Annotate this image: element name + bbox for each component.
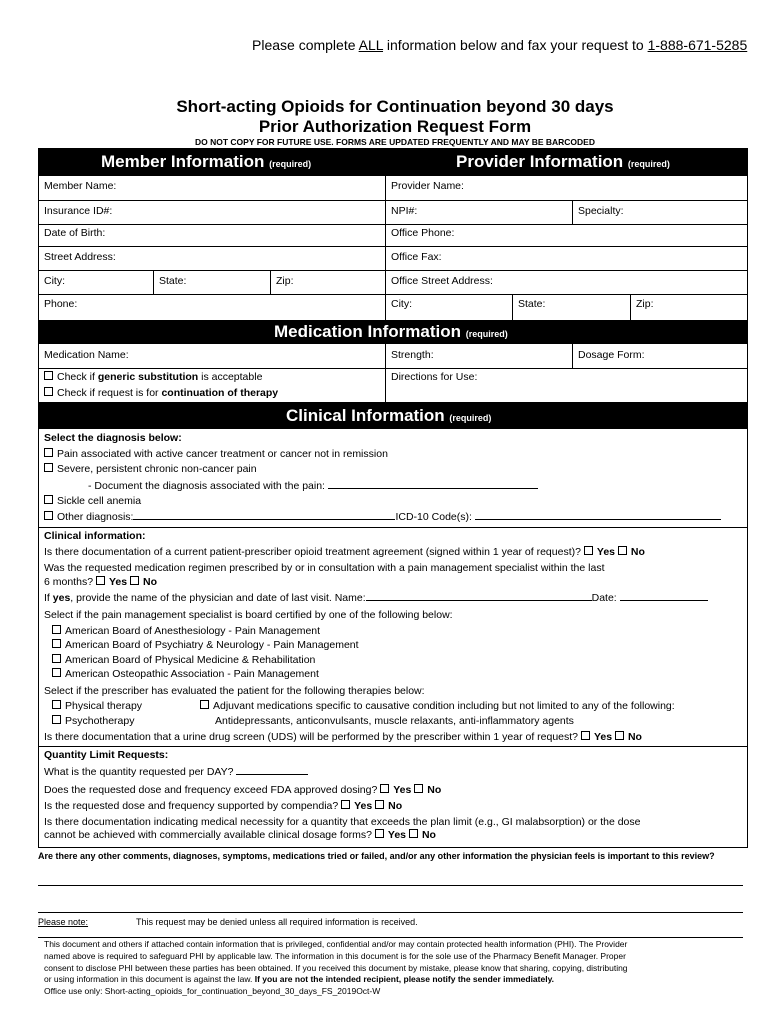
clinical-q2: Was the requested medication regimen prescribed by or in consultation with a pain management specialist within the last <box>44 562 605 574</box>
strength-field[interactable]: Strength: <box>391 349 434 361</box>
q3-pre: If <box>44 592 53 604</box>
comments-line-1[interactable] <box>38 885 743 886</box>
therapy-t1: Physical therapy <box>65 700 143 712</box>
quantity-q4-answer <box>44 829 436 842</box>
footer-line-4b: If you are not the intended recipient, please notify the sender immediately. <box>254 974 555 985</box>
checkbox-icon[interactable] <box>44 448 53 457</box>
provider-state-field[interactable]: State: <box>518 298 546 310</box>
yes-checkbox[interactable] <box>96 576 105 585</box>
member-required: (required) <box>269 159 312 169</box>
yes-checkbox[interactable] <box>341 800 350 809</box>
no-checkbox[interactable] <box>130 576 139 585</box>
therapy-t2: Psychotherapy <box>65 715 135 727</box>
footer-line-1: This document and others if attached contain information that is privileged, confidential and/or may contain protected health information (PHI). The Provider <box>44 939 628 949</box>
fax-middle: information below and fax your request to <box>383 37 648 53</box>
generic-pre: Check if <box>57 371 98 383</box>
checkbox-icon[interactable] <box>52 639 61 648</box>
quantity-q1-text: What is the quantity requested per DAY? <box>44 766 234 778</box>
board-anesthesiology[interactable] <box>52 625 320 638</box>
icd-blank[interactable] <box>475 519 721 520</box>
diagnosis-option-other[interactable] <box>44 511 721 524</box>
yes-label: Yes <box>387 829 407 841</box>
medication-name-field[interactable]: Medication Name: <box>44 349 129 361</box>
yes-checkbox[interactable] <box>584 546 593 555</box>
no-checkbox[interactable] <box>615 731 624 740</box>
q3-yes: yes <box>52 592 71 604</box>
pain-diagnosis-blank[interactable] <box>328 488 538 489</box>
checkbox-icon[interactable] <box>44 495 53 504</box>
fax-instructions <box>252 37 747 53</box>
clinical-q6-text: Is there documentation that a urine drug screen (UDS) will be performed by the prescriber within 1 year of request? <box>44 731 579 743</box>
checkbox-icon[interactable] <box>52 668 61 677</box>
other-diagnosis-blank[interactable] <box>133 519 395 520</box>
no-label: No <box>427 784 442 796</box>
form-title: Short-acting Opioids for Continuation beyond 30 days <box>176 97 614 116</box>
provider-name-field[interactable]: Provider Name: <box>391 180 464 192</box>
quantity-q4b: cannot be achieved with commercially available clinical dosage forms? <box>44 829 372 841</box>
checkbox-icon[interactable] <box>52 625 61 634</box>
physician-name-blank[interactable] <box>366 600 592 601</box>
no-label: No <box>142 576 157 588</box>
clinical-q2-answer <box>44 576 157 589</box>
no-copy-notice: DO NOT COPY FOR FUTURE USE. FORMS ARE UPDATED FREQUENTLY AND MAY BE BARCODED <box>194 137 595 147</box>
dosage-form-field[interactable]: Dosage Form: <box>578 349 645 361</box>
office-street-field[interactable]: Office Street Address: <box>391 275 493 287</box>
footer-line-3: consent to disclose PHI between these parties has been obtained. If you received this document by mistake, please know that sharing, copying, distributing <box>44 962 628 973</box>
checkbox-icon[interactable] <box>44 463 53 472</box>
yes-label: Yes <box>393 784 412 796</box>
therapy-adjuvant[interactable] <box>200 700 675 713</box>
board-physical-medicine[interactable] <box>52 654 315 667</box>
fax-all: ALL <box>358 37 384 53</box>
insurance-id-field[interactable]: Insurance ID#: <box>44 205 113 217</box>
continuation-bold: continuation of therapy <box>161 387 279 399</box>
checkbox-icon[interactable] <box>44 387 53 396</box>
member-provider-header <box>38 148 748 176</box>
checkbox-icon[interactable] <box>52 700 61 709</box>
comments-prompt: Are there any other comments, diagnoses, symptoms, medications tried or failed, and/or any other information the physician feels is important to this review? <box>38 851 715 861</box>
pain-diagnosis-line[interactable] <box>88 480 538 493</box>
yes-checkbox[interactable] <box>581 731 590 740</box>
fax-prefix: Please complete <box>252 37 359 53</box>
yes-label: Yes <box>354 800 373 812</box>
diagnosis-option-cancer[interactable] <box>44 448 388 461</box>
member-state-field[interactable]: State: <box>159 275 187 287</box>
quantity-q4: Is there documentation indicating medical necessity for a quantity that exceeds the plan limit (e.g., GI malabsorption) or the dose <box>44 816 641 828</box>
continuation-pre: Check if request is for <box>57 387 162 399</box>
privacy-footer <box>44 939 744 998</box>
q3-post: , provide the name of the physician and date of last visit. Name: <box>70 592 366 604</box>
clinical-header: Clinical Information <box>286 406 445 425</box>
checkbox-icon[interactable] <box>52 654 61 663</box>
visit-date-blank[interactable] <box>620 600 708 601</box>
office-fax-field[interactable]: Office Fax: <box>391 251 442 263</box>
icd-label: ICD-10 Code(s): <box>395 511 472 523</box>
quantity-per-day-blank[interactable] <box>236 774 308 775</box>
clinical-q6 <box>44 731 642 744</box>
quantity-q3 <box>44 800 402 813</box>
provider-city-field[interactable]: City: <box>391 298 412 310</box>
no-label: No <box>630 546 645 558</box>
yes-label: Yes <box>596 546 615 558</box>
diagnosis-opt1-label: Pain associated with active cancer treatment or cancer not in remission <box>57 448 388 460</box>
generic-post: is acceptable <box>198 371 263 383</box>
quantity-heading: Quantity Limit Requests: <box>44 749 169 761</box>
yes-checkbox[interactable] <box>380 784 389 793</box>
no-checkbox[interactable] <box>375 800 384 809</box>
clinical-header-bar <box>38 402 748 429</box>
no-checkbox[interactable] <box>414 784 423 793</box>
office-use-line: Office use only: Short-acting_opioids_for_continuation_beyond_30_days_FS_2019Oct-W <box>44 986 381 997</box>
member-zip-field[interactable]: Zip: <box>276 275 294 287</box>
footer-line-4a: or using information in this document is against the law. <box>44 974 255 985</box>
therapy-psychotherapy[interactable] <box>52 715 134 728</box>
quantity-q2 <box>44 784 441 797</box>
board-osteopathic[interactable] <box>52 668 319 681</box>
medication-header: Medication Information <box>274 322 461 341</box>
note-text: This request may be denied unless all required information is received. <box>136 917 418 927</box>
diagnosis-option-sickle[interactable] <box>44 495 141 508</box>
npi-field[interactable]: NPI#: <box>391 205 418 217</box>
board-psychiatry[interactable] <box>52 639 359 652</box>
board-b1: American Board of Anesthesiology - Pain Management <box>65 625 321 637</box>
clinical-q2b: 6 months? <box>44 576 94 588</box>
street-address-field[interactable]: Street Address: <box>44 251 116 263</box>
dob-field[interactable]: Date of Birth: <box>44 227 106 239</box>
quantity-q2-text: Does the requested dose and frequency exceed FDA approved dosing? <box>44 784 378 796</box>
no-label: No <box>421 829 436 841</box>
clinical-q3 <box>44 592 708 605</box>
directions-field[interactable]: Directions for Use: <box>391 371 478 383</box>
member-name-field[interactable]: Member Name: <box>44 180 117 192</box>
no-label: No <box>388 800 403 812</box>
board-b2: American Board of Psychiatry & Neurology - Pain Management <box>65 639 359 651</box>
provider-required: (required) <box>627 159 670 169</box>
no-checkbox[interactable] <box>618 546 627 555</box>
yes-label: Yes <box>108 576 128 588</box>
comments-line-2[interactable] <box>38 912 743 913</box>
quantity-q3-text: Is the requested dose and frequency supported by compendia? <box>44 800 339 812</box>
medication-required: (required) <box>465 329 508 339</box>
generic-substitution-checkbox[interactable] <box>40 371 262 383</box>
provider-header: Provider Information <box>456 152 624 171</box>
diagnosis-opt3-label: Sickle cell anemia <box>57 495 142 507</box>
note-label: Please note: <box>38 917 89 927</box>
office-phone-field[interactable]: Office Phone: <box>391 227 455 239</box>
no-checkbox[interactable] <box>409 829 418 838</box>
clinical-q4: Select if the pain management specialist is board certified by one of the following below: <box>44 609 453 621</box>
checkbox-icon[interactable] <box>200 700 209 709</box>
yes-label: Yes <box>593 731 613 743</box>
generic-bold: generic substitution <box>97 371 199 383</box>
form-subtitle: Prior Authorization Request Form <box>258 117 532 136</box>
therapy-adjuvant-detail: Antidepressants, anticonvulsants, muscle relaxants, anti-inflammatory agents <box>215 715 574 727</box>
specialty-field[interactable]: Specialty: <box>578 205 624 217</box>
member-city-field[interactable]: City: <box>44 275 65 287</box>
diagnosis-opt2-label: Severe, persistent chronic non-cancer pain <box>57 463 257 475</box>
diagnosis-opt4-label: Other diagnosis: <box>57 511 134 523</box>
checkbox-icon[interactable] <box>44 371 53 380</box>
pain-diagnosis-label: - Document the diagnosis associated with the pain: <box>88 480 325 492</box>
fax-number: 1-888-671-5285 <box>647 37 748 53</box>
provider-zip-field[interactable]: Zip: <box>636 298 654 310</box>
yes-checkbox[interactable] <box>375 829 384 838</box>
phone-field[interactable]: Phone: <box>44 298 78 310</box>
diagnosis-heading: Select the diagnosis below: <box>44 432 182 444</box>
board-b4: American Osteopathic Association - Pain Management <box>65 668 319 680</box>
clinical-q1 <box>44 546 645 559</box>
diagnosis-option-chronic[interactable] <box>44 463 257 476</box>
q3-date: Date: <box>591 592 617 604</box>
checkbox-icon[interactable] <box>44 511 53 520</box>
quantity-q1 <box>44 766 308 779</box>
board-b3: American Board of Physical Medicine & Rehabilitation <box>65 654 316 666</box>
therapy-t3: Adjuvant medications specific to causative condition including but not limited to any of the following: <box>213 700 675 712</box>
member-header: Member Information <box>101 152 265 171</box>
checkbox-icon[interactable] <box>52 715 61 724</box>
clinical-info-heading: Clinical information: <box>44 530 146 542</box>
clinical-q1-text: Is there documentation of a current patient-prescriber opioid treatment agreement (signed within 1 year of request)? <box>44 546 581 558</box>
no-label: No <box>627 731 642 743</box>
footer-line-2: named above is required to safeguard PHI by applicable law. The information in this document is for the sole use of the Pharmacy Benefit Manager. Proper <box>44 950 626 961</box>
clinical-q5: Select if the prescriber has evaluated the patient for the following therapies below: <box>44 685 425 697</box>
medication-header-bar <box>38 320 748 344</box>
clinical-required: (required) <box>449 413 492 423</box>
therapy-physical[interactable] <box>52 700 142 713</box>
continuation-checkbox[interactable] <box>40 387 278 399</box>
